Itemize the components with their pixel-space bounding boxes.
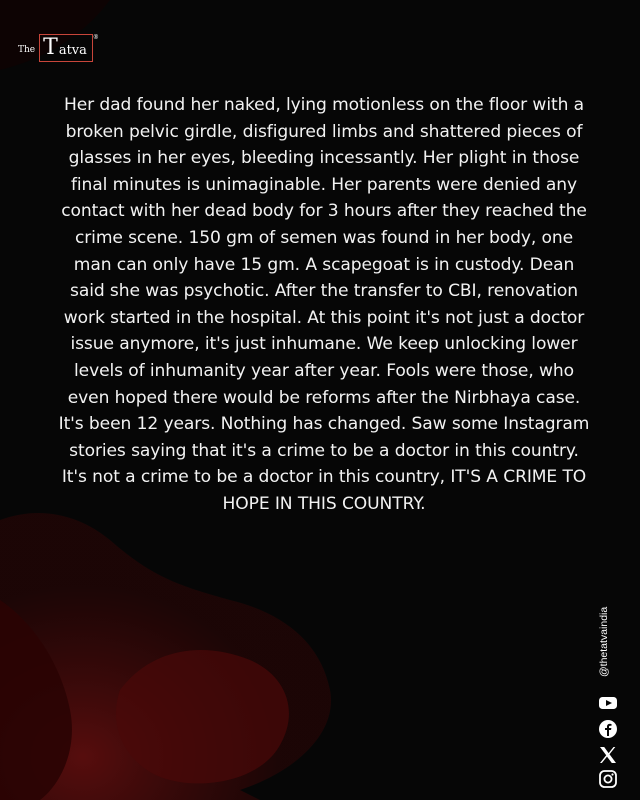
instagram-icon[interactable] xyxy=(598,769,618,789)
body-paragraph-main: Her dad found her naked, lying motionless on the floor with a broken pelvic girdle, disfigured limbs and shattered pieces of glasses in her eyes, bleeding incessantly. Her plight in those final minutes is unimaginable. Her parents were denied any contact with her dead body for 3 hours after they reached the crime scene. 150 gm of semen was found in her body, one man can only have 15 gm. A scapegoat is in custody. Dean said she was psychotic. After the transfer to CBI, renovation work started in the hospital. At this point it's not just a doctor issue anymore, it's just inhumane. We keep unlocking lower levels of inhumanity year after year. Fools were those, who even hoped there would be reforms after the Nirbhaya case. It's been 12 years. Nothing has changed. Saw some Instagram stories saying that it's a crime to be a doctor in this country. xyxy=(58,95,590,461)
logo-initial: T xyxy=(43,35,58,60)
post-body xyxy=(58,92,590,518)
brand-logo xyxy=(18,34,99,62)
registered-mark: ® xyxy=(92,34,99,41)
body-paragraph-closing: It's not a crime to be a doctor in this country, IT'S A CRIME TO HOPE IN THIS COUNTRY. xyxy=(61,467,587,514)
youtube-icon[interactable] xyxy=(598,693,618,713)
logo-wordmark-box xyxy=(39,34,93,62)
social-handle: @thetatvaindia xyxy=(598,606,610,677)
logo-rest: atva xyxy=(58,42,87,58)
social-rail xyxy=(594,585,628,785)
blood-shape-hand xyxy=(116,650,289,783)
x-icon[interactable] xyxy=(598,745,618,765)
logo-prefix: The xyxy=(18,45,36,55)
facebook-icon[interactable] xyxy=(598,719,618,739)
